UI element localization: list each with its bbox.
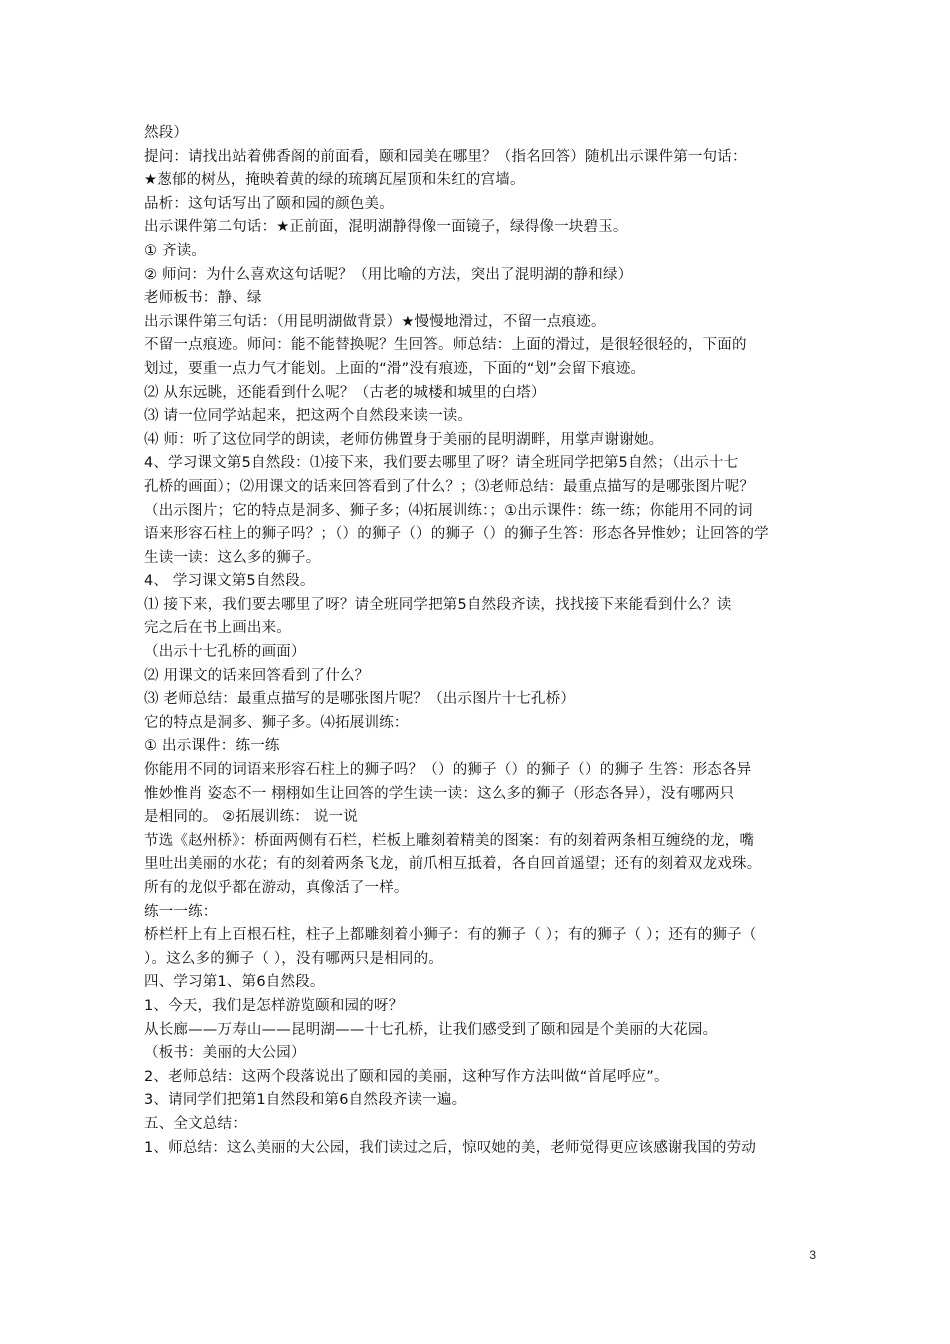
text-line: ⑶ 请一位同学站起来，把这两个自然段来读一读。 [144, 408, 473, 425]
text-line: 生读一读：这么多的狮子。 [144, 549, 321, 566]
text-line: 2、老师总结：这两个段落说出了颐和园的美丽，这种写作方法叫做“首尾呼应”。 [144, 1068, 669, 1085]
text-line: （板书：美丽的大公园） [144, 1045, 306, 1062]
text-line: 4、学习课文第5自然段：⑴接下来，我们要去哪里了呀？请全班同学把第5自然；（出示十七 [144, 455, 739, 472]
text-line: 节选《赵州桥》：桥面两侧有石栏，栏板上雕刻着精美的图案：有的刻着两条相互缠绕的龙，嘴 [144, 832, 755, 849]
document-body [144, 122, 814, 1160]
text-line: （出示图片；它的特点是洞多、狮子多；⑷拓展训练：；①出示课件：练一练；你能用不同的词 [144, 502, 753, 519]
text-line: ② 师问：为什么喜欢这句话呢？（用比喻的方法，突出了混明湖的静和绿） [144, 266, 633, 283]
text-line: ⑵ 用课文的话来回答看到了什么？ [144, 667, 370, 684]
text-line: （出示十七孔桥的画面） [144, 644, 306, 661]
page-number: 3 [809, 1248, 816, 1262]
text-line: 3、请同学们把第1自然段和第6自然段齐读一遍。 [144, 1092, 467, 1109]
text-line: 孔桥的画面）；⑵用课文的话来回答看到了什么？；⑶老师总结：最重点描写的是哪张图片呢？ [144, 478, 755, 495]
text-line: 然段） [144, 125, 189, 141]
text-line: 不留一点痕迹。师问：能不能替换呢？生回答。师总结：上面的滑过，是很轻很轻的，下面的 [144, 337, 747, 354]
text-line: ⑶ 老师总结：最重点描写的是哪张图片呢？（出示图片十七孔桥） [144, 691, 576, 708]
text-line: 出示课件第三句话：（用昆明湖做背景）★慢慢地滑过，不留一点痕迹。 [144, 313, 606, 330]
text-line: 惟妙惟肖 姿态不一 栩栩如生让回答的学生读一读：这么多的狮子（形态各异），没有哪两只 [144, 785, 735, 802]
text-line: 提问：请找出站着佛香阁的前面看，颐和园美在哪里？（指名回答）随机出示课件第一句话： [144, 148, 747, 165]
text-line: 你能用不同的词语来形容石柱上的狮子吗？（）的狮子（）的狮子（）的狮子 生答：形态各异 [144, 762, 752, 779]
text-line: 桥栏杆上有上百根石柱，柱子上都雕刻着小狮子：有的狮子（ ）；有的狮子（ ）；还有的狮子（ [144, 927, 757, 944]
text-line: 老师板书：静、绿 [144, 290, 262, 307]
text-line: ）。这么多的狮子（ ），没有哪两只是相同的。 [144, 950, 444, 967]
text-line: 语来形容石柱上的狮子吗？；（）的狮子（）的狮子（）的狮子生答：形态各异惟妙；让回答的学 [144, 526, 769, 543]
text-line: 里吐出美丽的水花；有的刻着两条飞龙，前爪相互抵着，各自回首遥望；还有的刻着双龙戏珠。 [144, 856, 762, 873]
text-line: 五、全文总结： [144, 1115, 247, 1132]
text-line: ★葱郁的树丛，掩映着黄的绿的琉璃瓦屋顶和朱红的宫墙。 [144, 172, 525, 189]
text-line: 它的特点是洞多、狮子多。⑷拓展训练： [144, 714, 409, 731]
text-line: 4、 学习课文第5自然段。 [144, 573, 315, 590]
text-line: 完之后在书上画出来。 [144, 620, 291, 637]
text-line: 1、师总结：这么美丽的大公园，我们读过之后，惊叹她的美，老师觉得更应该感谢我国的劳动 [144, 1139, 757, 1156]
text-line: 划过，要重一点力气才能划。上面的“滑”没有痕迹，下面的“划”会留下痕迹。 [144, 360, 646, 377]
text-line: 练一一练： [144, 903, 218, 920]
text-line: 从长廊——万寿山——昆明湖——十七孔桥，让我们感受到了颐和园是个美丽的大花园。 [144, 1021, 718, 1038]
text-line: 品析：这句话写出了颐和园的颜色美。 [144, 195, 394, 212]
text-line: ⑵ 从东远眺，还能看到什么呢？（古老的城楼和城里的白塔） [144, 384, 546, 401]
text-line: 是相同的。 ②拓展训练： 说一说 [144, 809, 358, 826]
text-line: 1、今天，我们是怎样游览颐和园的呀？ [144, 997, 404, 1014]
text-line: 四、学习第1、第6自然段。 [144, 974, 325, 991]
text-line: ① 齐读。 [144, 242, 207, 259]
text-line: 所有的龙似乎都在游动，真像活了一样。 [144, 880, 409, 896]
text-line: ① 出示课件：练一练 [144, 738, 280, 755]
text-line: ⑷ 师：听了这位同学的朗读，老师仿佛置身于美丽的昆明湖畔，用掌声谢谢她。 [144, 431, 664, 448]
text-line: ⑴ 接下来，我们要去哪里了呀？请全班同学把第5自然段齐读，找找接下来能看到什么？读 [144, 596, 732, 613]
text-line: 出示课件第二句话：★正前面，混明湖静得像一面镜子，绿得像一块碧玉。 [144, 219, 628, 236]
